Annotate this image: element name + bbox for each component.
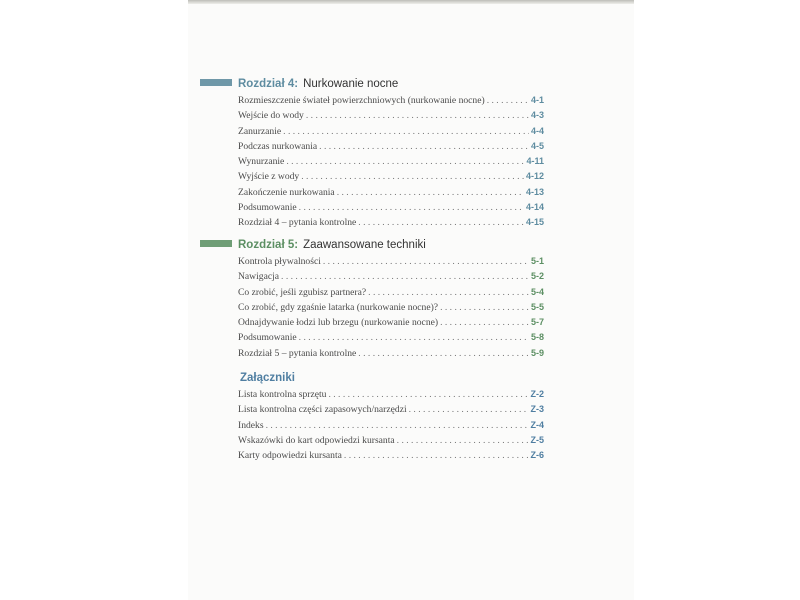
dot-leader — [323, 254, 529, 269]
dot-leader — [286, 154, 524, 169]
toc-entry-label: Karty odpowiedzi kursanta — [238, 450, 342, 462]
dot-leader — [440, 300, 529, 315]
toc-entry-label: Lista kontrolna części zapasowych/narzędzi — [238, 404, 407, 416]
toc-entry-page: 5-9 — [530, 347, 544, 358]
dot-leader — [319, 139, 529, 154]
toc-entry-label: Podsumowanie — [238, 332, 297, 344]
toc-entry-label: Co zrobić, jeśli zgubisz partnera? — [238, 286, 367, 298]
dot-leader — [283, 124, 529, 139]
dot-leader — [368, 285, 529, 300]
toc-entry — [238, 387, 544, 402]
toc-entry-page: Z-6 — [530, 450, 544, 461]
appendices-entries — [238, 387, 544, 463]
chapter-5-heading — [200, 236, 550, 254]
toc-entry-page: 4-4 — [530, 125, 544, 136]
toc-entry-page: 5-2 — [530, 271, 544, 282]
toc-entry-page: 4-12 — [525, 171, 544, 182]
toc-entry — [238, 402, 544, 417]
chapter-5-color-bar — [200, 240, 232, 247]
dot-leader — [344, 448, 529, 463]
dot-leader — [409, 402, 529, 417]
toc-entry — [238, 418, 544, 433]
appendices-heading — [200, 369, 550, 387]
toc-entry — [238, 448, 544, 463]
toc-entry-label: Indeks — [238, 419, 264, 431]
toc-entry — [238, 315, 544, 330]
toc-entry — [238, 200, 544, 215]
toc-entry-label: Podczas nurkowania — [238, 140, 318, 152]
toc-entry-label: Rozmieszczenie świateł powierzchniowych (nurkowanie nocne) — [238, 95, 485, 106]
toc-entry-label: Zakończenie nurkowania — [238, 186, 335, 198]
toc-entry-page: Z-2 — [530, 389, 544, 399]
toc-entry-page: 4-3 — [530, 110, 544, 121]
chapter-4-entries — [238, 93, 544, 231]
dot-leader — [299, 200, 524, 215]
toc-entry-page: 5-7 — [530, 317, 544, 328]
dot-leader — [487, 93, 529, 108]
toc-entry — [238, 330, 544, 345]
toc-entry — [238, 215, 544, 230]
toc-entry-page: 4-1 — [530, 95, 544, 105]
toc-entry-page: 4-5 — [530, 140, 544, 151]
toc-entry — [238, 433, 544, 448]
toc-entry — [238, 154, 544, 169]
dot-leader — [337, 185, 524, 200]
chapter-4-section — [200, 75, 550, 231]
toc-entry — [238, 169, 544, 184]
toc-entry — [238, 185, 544, 200]
dot-leader — [358, 215, 524, 230]
toc-entry-label: Wynurzanie — [238, 156, 285, 168]
toc-entry — [238, 269, 544, 284]
dot-leader — [397, 433, 529, 448]
toc-entry-label: Co zrobić, gdy zgaśnie latarka (nurkowanie nocne)? — [238, 301, 439, 313]
toc-entry-page: 5-5 — [530, 301, 544, 312]
toc-entry-label: Odnajdywanie łodzi lub brzegu (nurkowanie nocne) — [238, 317, 439, 329]
chapter-5-title: Zaawansowane techniki — [303, 239, 426, 251]
toc-entry-label: Wyjście z wody — [238, 171, 300, 183]
toc-entry — [238, 346, 544, 361]
toc-entry-label: Podsumowanie — [238, 202, 297, 214]
chapter-4-label: Rozdział 4: — [238, 78, 299, 90]
toc-entry-page: Z-5 — [530, 434, 544, 445]
toc-entry-label: Lista kontrolna sprzętu — [238, 389, 327, 400]
dot-leader — [358, 346, 529, 361]
chapter-4-heading — [200, 75, 550, 93]
toc-entry-page: 4-13 — [525, 186, 544, 197]
dot-leader — [299, 330, 529, 345]
toc-entry — [238, 285, 544, 300]
chapter-5-section — [200, 236, 550, 361]
toc-entry-label: Wejście do wody — [238, 110, 304, 122]
dot-leader — [281, 269, 529, 284]
toc-entry-label: Rozdział 4 – pytania kontrolne — [238, 217, 357, 229]
dot-leader — [306, 108, 529, 123]
chapter-5-label: Rozdział 5: — [238, 239, 299, 251]
toc-entry-page: 4-11 — [526, 156, 544, 167]
toc-entry-page: 5-1 — [530, 256, 544, 266]
toc-entry-page: 4-15 — [525, 217, 544, 228]
toc-entry — [238, 108, 544, 123]
toc-entry — [238, 93, 544, 108]
toc-entry-label: Wskazówki do kart odpowiedzi kursanta — [238, 434, 395, 446]
appendices-section — [200, 369, 550, 463]
chapter-4-color-bar — [200, 79, 232, 86]
dot-leader — [440, 315, 529, 330]
dot-leader — [328, 387, 528, 402]
chapter-4-title: Nurkowanie nocne — [303, 78, 399, 90]
toc-entry-page: 5-4 — [530, 286, 544, 297]
chapter-5-entries — [238, 254, 544, 361]
appendices-title: Załączniki — [240, 372, 295, 384]
toc-entry-page: Z-3 — [530, 404, 544, 415]
toc-entry-label: Kontrola pływalności — [238, 256, 321, 267]
toc-entry-page: 5-8 — [530, 332, 544, 343]
dot-leader — [266, 418, 529, 433]
toc-entry — [238, 139, 544, 154]
dot-leader — [301, 169, 524, 184]
page-top-edge — [188, 0, 634, 4]
toc-entry — [238, 254, 544, 269]
toc-entry-label: Zanurzanie — [238, 125, 282, 137]
toc-entry — [238, 124, 544, 139]
toc-entry-label: Rozdział 5 – pytania kontrolne — [238, 347, 357, 359]
toc-entry-label: Nawigacja — [238, 271, 280, 283]
toc-entry — [238, 300, 544, 315]
toc-entry-page: Z-4 — [530, 419, 544, 430]
toc-entry-page: 4-14 — [525, 202, 544, 213]
